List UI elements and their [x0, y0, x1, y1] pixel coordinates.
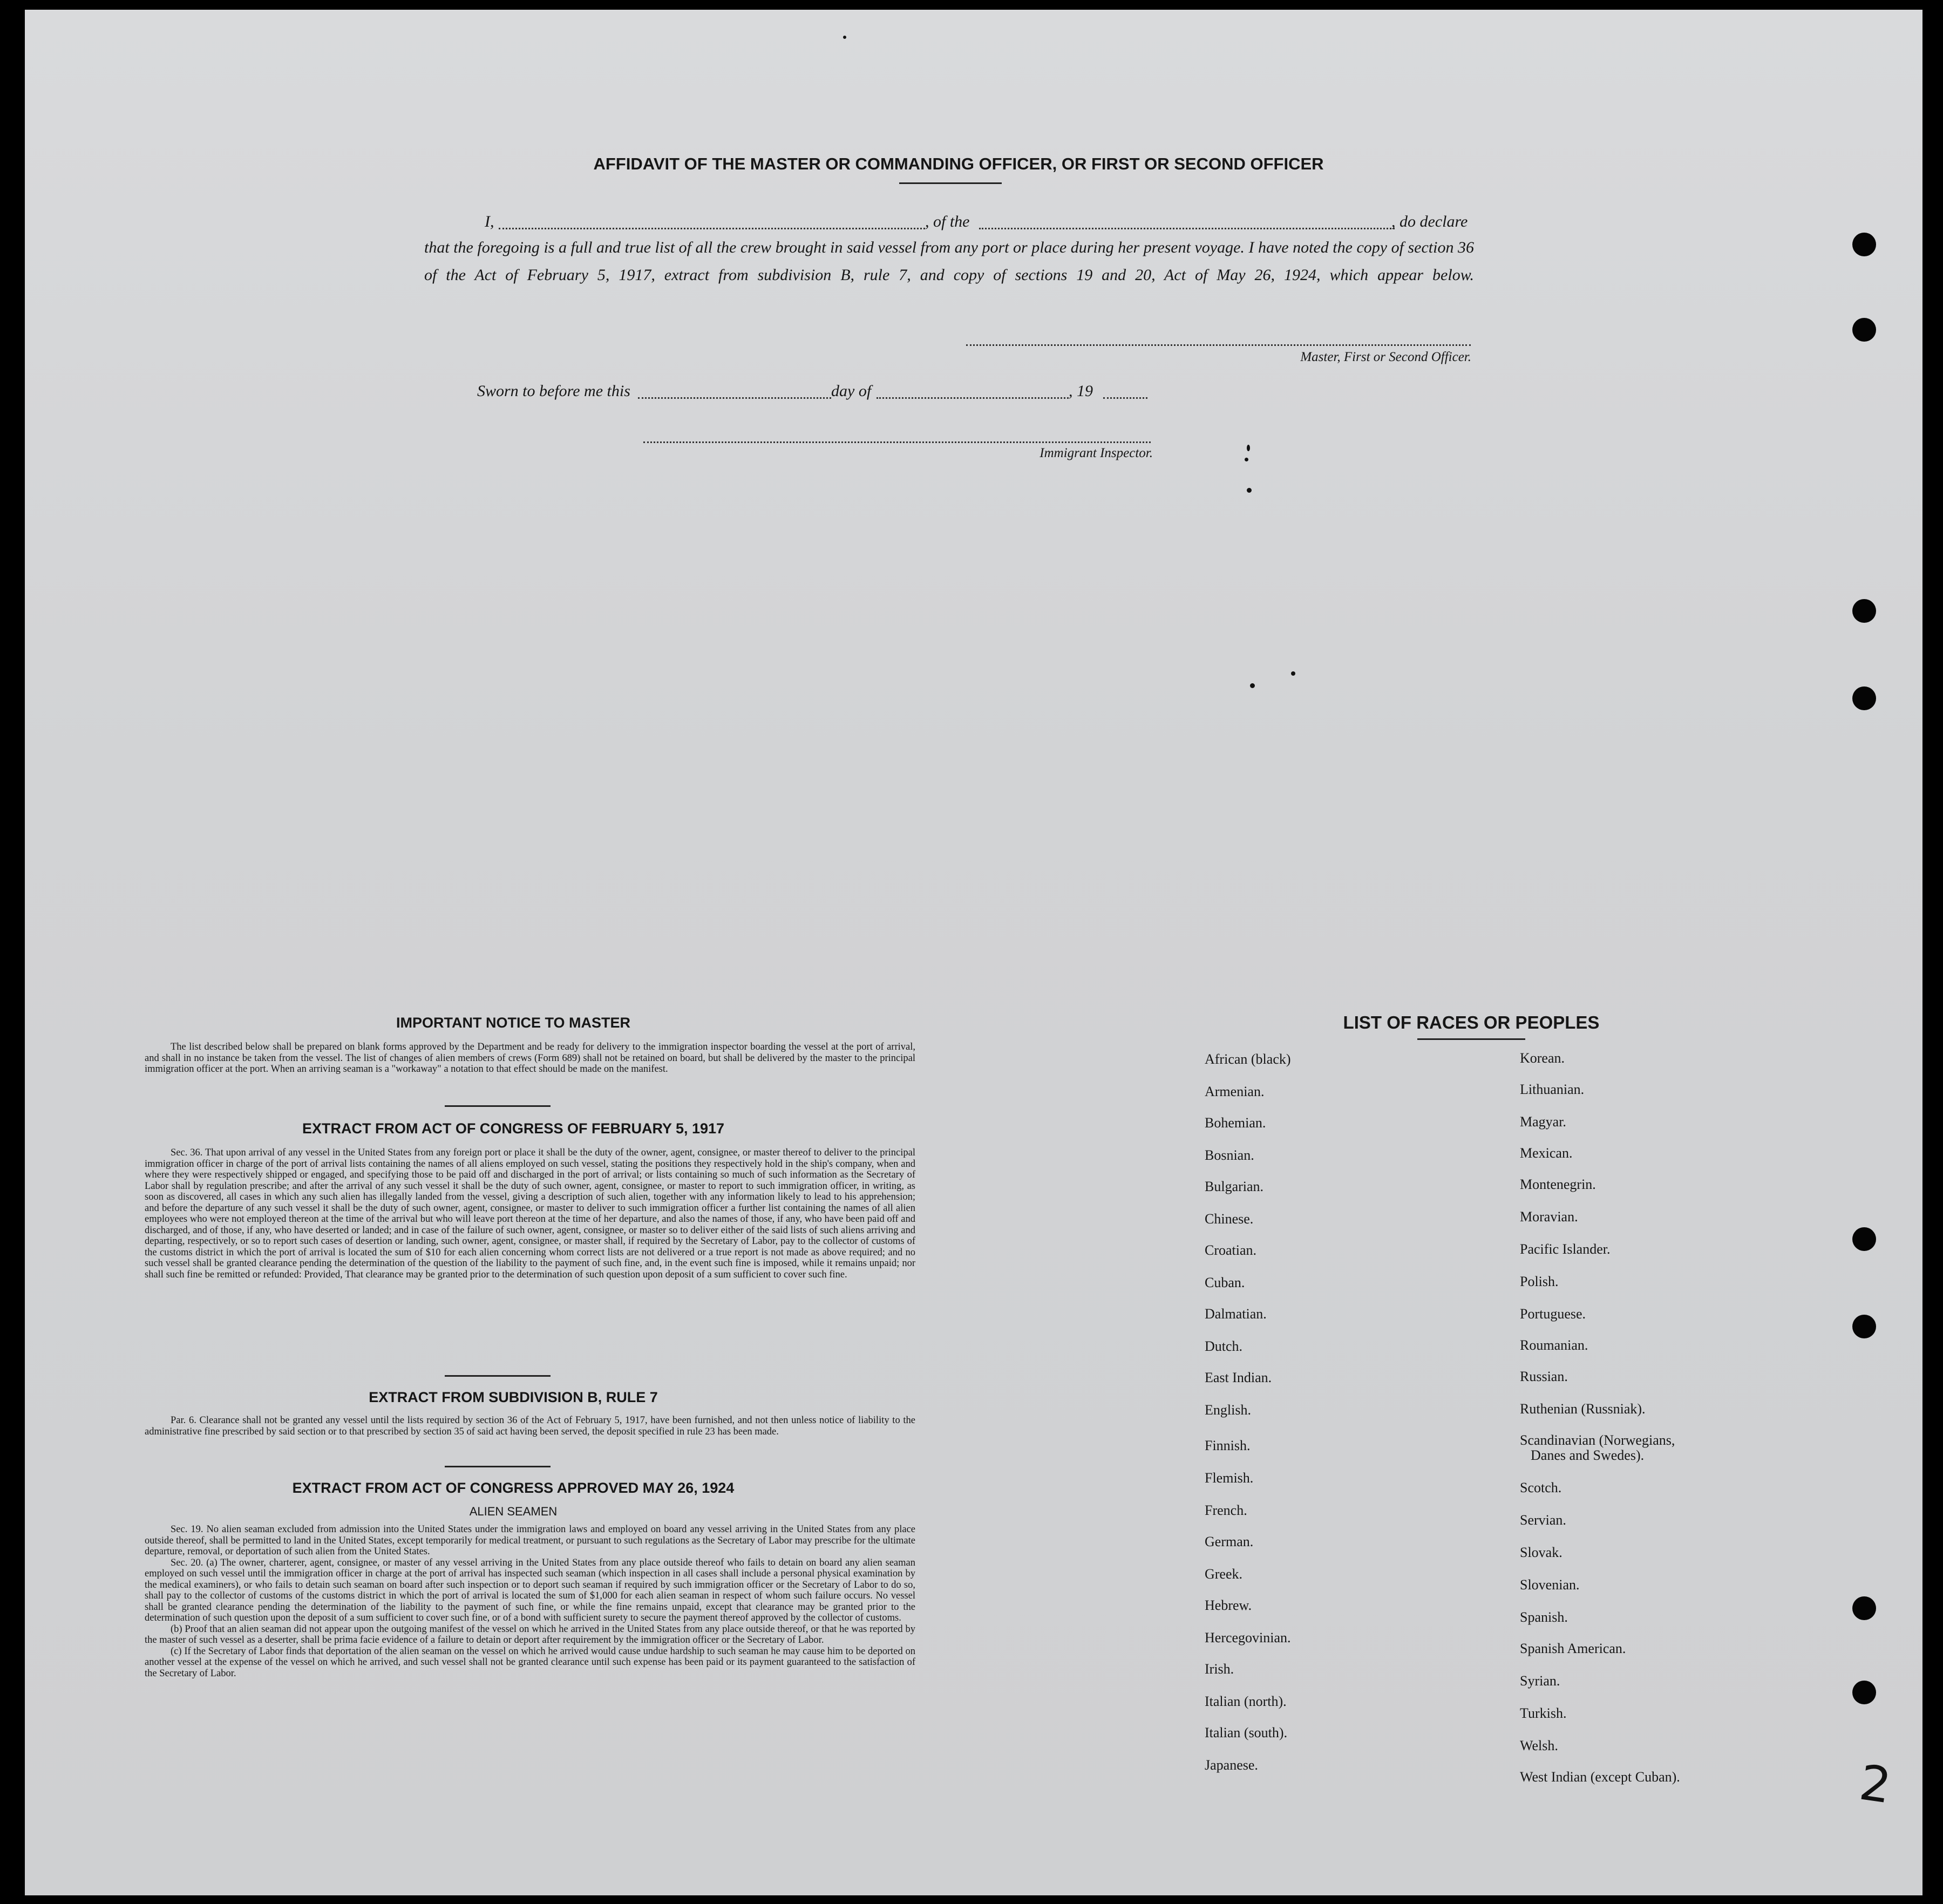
ink-speck [1245, 458, 1248, 461]
ink-speck [1247, 445, 1250, 451]
race-item: Cuban. [1205, 1275, 1245, 1290]
race-item: Flemish. [1205, 1470, 1254, 1486]
sec-20b-paragraph: (b) Proof that an alien seaman did not appear upon the outgoing manifest of the vessel on which he arrived in the United States from any place outside thereof, or that he was reported by the master of such vessel as a deserter, shall be prima facie evidence of a failure to detain or deport after requirement by the immigration officer or the Secretary of Labor. [145, 1623, 915, 1645]
extract-rule7-text: Par. 6. Clearance shall not be granted any vessel until the lists required by section 36 of the Act of February 5, 1917, have been furnished, and not then unless notice of liability to the administrative fine prescribed by said section or to that prescribed by section 35 of said act having been served, the deposit specified in rule 23 has been made. [145, 1415, 915, 1437]
race-item: Montenegrin. [1520, 1177, 1596, 1192]
race-item: Spanish. [1520, 1609, 1568, 1625]
race-item: Russian. [1520, 1369, 1568, 1384]
race-item: Dutch. [1205, 1338, 1243, 1354]
race-item: Syrian. [1520, 1673, 1560, 1689]
race-item: Slovenian. [1520, 1577, 1580, 1593]
race-item: Lithuanian. [1520, 1082, 1585, 1097]
race-item: Pacific Islander. [1520, 1241, 1611, 1257]
ink-speck [1247, 488, 1252, 493]
race-item: German. [1205, 1534, 1254, 1549]
vessel-blank[interactable] [979, 228, 1395, 229]
race-item: Magyar. [1520, 1114, 1566, 1130]
race-item: Italian (south). [1205, 1725, 1288, 1740]
race-item: Chinese. [1205, 1211, 1254, 1227]
sworn-month-blank[interactable] [877, 397, 1069, 399]
inspector-label: Immigrant Inspector. [1040, 446, 1153, 460]
extract-1917-divider [445, 1375, 551, 1377]
race-item: Spanish American. [1520, 1641, 1626, 1656]
extract-rule7-title: EXTRACT FROM SUBDIVISION B, RULE 7 [369, 1389, 658, 1405]
affidavit-declare-label: , do declare [1391, 213, 1468, 230]
affidavit-body: that the foregoing is a full and true list of all the crew brought in said vessel from any port or place during her present voyage. I have noted the copy of section 36 of the Act of February 5, 1917, extract from subdivision B, rule 7, and copy of sections 19 and 20, Act of May 26, 1924, which appear below. [424, 239, 1474, 284]
binder-hole [1852, 1596, 1876, 1620]
title-underline [899, 182, 1002, 184]
ink-speck [1291, 671, 1295, 676]
name-blank[interactable] [499, 228, 925, 229]
race-item: Ruthenian (Russniak). [1520, 1401, 1646, 1417]
race-item: Hebrew. [1205, 1597, 1252, 1613]
race-item: Finnish. [1205, 1438, 1251, 1453]
extract-1924-subtitle: ALIEN SEAMEN [469, 1505, 558, 1518]
races-title: LIST OF RACES OR PEOPLES [1343, 1012, 1600, 1032]
race-item: Welsh. [1520, 1738, 1558, 1753]
binder-hole [1852, 318, 1876, 342]
sec-19-paragraph: Sec. 19. No alien seaman excluded from admission into the United States under the immigration laws and employed on board any vessel arriving in the United States from any place outside thereof, shall be permitted to land in the United States, except temporarily for medical treatment, or pursuant to such regulations as the Secretary of Labor may prescribe for the ultimate departure, removal, or deportation of such alien from the United States. [145, 1524, 915, 1557]
sworn-day-label: day of [831, 382, 872, 400]
extract-1924-title: EXTRACT FROM ACT OF CONGRESS APPROVED MAY 26, 1924 [292, 1480, 735, 1496]
notice-divider [445, 1105, 551, 1107]
race-item: Dalmatian. [1205, 1306, 1267, 1322]
master-signature-line[interactable] [966, 344, 1471, 346]
document-sheet [25, 10, 1922, 1895]
master-label: Master, First or Second Officer. [1300, 350, 1471, 364]
sec-20c-paragraph: (c) If the Secretary of Labor finds that deportation of the alien seaman on the vessel on which he arrived would cause undue hardship to such seaman he may cause him to be deported on another vessel at the expense of the vessel on which he arrived, and such vessel shall not be granted clearance until such expense has been paid or its payment guaranteed to the satisfaction of the Secretary of Labor. [145, 1645, 915, 1679]
binder-hole [1852, 233, 1876, 256]
race-item: Bosnian. [1205, 1147, 1254, 1163]
race-item: Turkish. [1520, 1705, 1567, 1721]
sec-20a-paragraph: Sec. 20. (a) The owner, charterer, agent, consignee, or master of any vessel arriving in the United States from any place outside thereof who fails to detain on board any alien seaman employed on such vessel until the immigration officer in charge at the port of arrival has inspected such seaman (which inspection in all cases shall include a personal physical examination by the medical examiners), or who fails to detain such seaman on board after such inspection or to deport such seaman if required by such immigration officer or the Secretary of Labor to do so, shall pay to the collector of customs of the customs district in which the port of arrival is located the sum of $1,000 for each alien seaman in respect of whom such failure occurs. No vessel shall be granted clearance pending the determination of the liability to the payment of such fine, or while the fine remains unpaid, except that clearance may be granted prior to the determination of such question upon the deposit of a sum sufficient to cover such fine, or of a bond with sufficient surety to secure the payment thereof approved by the collector of customs. [145, 1557, 915, 1623]
race-item: Korean. [1520, 1050, 1565, 1066]
race-item: Bohemian. [1205, 1115, 1266, 1131]
extract-1917-text: Sec. 36. That upon arrival of any vessel in the United States from any foreign port or place it shall be the duty of the owner, agent, consignee, or master thereof to deliver to the principal immigration officer in charge of the port of arrival lists containing the names of all aliens employed on such vessel, stating the positions they respectively hold in the ship's company, when and where they were respectively shipped or engaged, and specifying those to be paid off and discharged in the port of arrival; or lists containing so much of such information as the Secretary of Labor shall by regulation prescribe; and after the arrival of any such vessel it shall be the duty of such owner, agent, consignee, or master to report to such immigration officer, in writing, as soon as discovered, all cases in which any such alien has illegally landed from the vessel, giving a description of such alien, together with any information likely to lead to his apprehension; and before the departure of any such vessel it shall be the duty of such owner, agent, consignee, or master to deliver to such immigration officer a further list containing the names of all alien employees who were not employed thereon at the time of the arrival but who will leave port thereon at the time of her departure, and also the names of those, if any, who have been paid off and discharged, and of those, if any, who have deserted or landed; and in case of the failure of such owner, agent, consignee, or master so to deliver either of the said lists of such aliens arriving and departing, respectively, or so to report such cases of desertion or landing, such owner, agent, consignee, or master shall, if required by the Secretary of Labor, pay to the collector of customs of the customs district in which the port of arrival is located the sum of $10 for each alien concerning whom correct lists are not delivered or a true report is not made as above required; and no such vessel shall be granted clearance pending the determination of the question of the liability to the payment of such fine, and, in the event such fine is imposed, while it remains unpaid; nor shall such fine be remitted or refunded: Provided, That clearance may be granted prior to the determination of such question upon deposit of a sum sufficient to cover such fine. [145, 1147, 915, 1280]
race-item: Irish. [1205, 1661, 1234, 1677]
race-item: Italian (north). [1205, 1694, 1287, 1709]
race-item: Japanese. [1205, 1757, 1258, 1773]
binder-hole [1852, 1315, 1876, 1338]
sworn-prefix: Sworn to before me this [477, 382, 630, 400]
binder-hole [1852, 599, 1876, 623]
race-item: Croatian. [1205, 1242, 1257, 1258]
margin-mark: 2 [1856, 1754, 1895, 1815]
race-item: Hercegovinian. [1205, 1630, 1291, 1645]
sworn-year-blank[interactable] [1103, 397, 1147, 399]
race-item: Armenian. [1205, 1084, 1265, 1099]
race-item: African (black) [1205, 1051, 1291, 1067]
race-item: Greek. [1205, 1566, 1243, 1582]
binder-hole [1852, 1681, 1876, 1704]
inspector-signature-line[interactable] [643, 441, 1151, 443]
race-item: Mexican. [1520, 1145, 1573, 1161]
affidavit-i-label: I, [485, 213, 494, 230]
ink-speck [843, 36, 846, 39]
race-item: East Indian. [1205, 1370, 1272, 1385]
race-item: Portuguese. [1520, 1306, 1586, 1322]
ink-speck [1250, 683, 1255, 688]
sworn-date-blank[interactable] [638, 397, 831, 399]
race-item: Scotch. [1520, 1480, 1562, 1495]
race-item: Bulgarian. [1205, 1179, 1264, 1194]
binder-hole [1852, 1227, 1876, 1251]
affidavit-title: AFFIDAVIT OF THE MASTER OR COMMANDING OFFICER, OR FIRST OR SECOND OFFICER [593, 154, 1324, 173]
race-item: Danes and Swedes). [1531, 1447, 1645, 1463]
race-item: West Indian (except Cuban). [1520, 1769, 1680, 1785]
race-item: Servian. [1520, 1512, 1566, 1528]
race-item: English. [1205, 1402, 1251, 1418]
extract-1917-title: EXTRACT FROM ACT OF CONGRESS OF FEBRUARY 5, 1917 [302, 1120, 725, 1137]
extract-1924-text [145, 1524, 915, 1679]
sworn-year-label: , 19 [1069, 382, 1093, 400]
race-item: Roumanian. [1520, 1337, 1588, 1353]
race-item: Polish. [1520, 1274, 1559, 1289]
notice-text: The list described below shall be prepared on blank forms approved by the Department and be ready for delivery to the immigration inspector boarding the vessel at the port of arrival, and shall in no instance be taken from the vessel. The list of changes of alien members of crews (Form 689) shall not be retained on board, but shall be delivered by the master to the principal immigration officer at the port. When an arriving seaman is a "workaway" a notation to that effect should be made on the manifest. [145, 1042, 915, 1075]
race-item: French. [1205, 1502, 1247, 1518]
race-item: Scandinavian (Norwegians, [1520, 1432, 1675, 1448]
extract-rule7-divider [445, 1466, 551, 1467]
races-title-underline [1417, 1038, 1525, 1040]
affidavit-of-label: , of the [925, 213, 970, 230]
race-item: Slovak. [1520, 1545, 1562, 1560]
binder-hole [1852, 686, 1876, 710]
notice-title: IMPORTANT NOTICE TO MASTER [396, 1015, 630, 1031]
race-item: Moravian. [1520, 1209, 1578, 1225]
